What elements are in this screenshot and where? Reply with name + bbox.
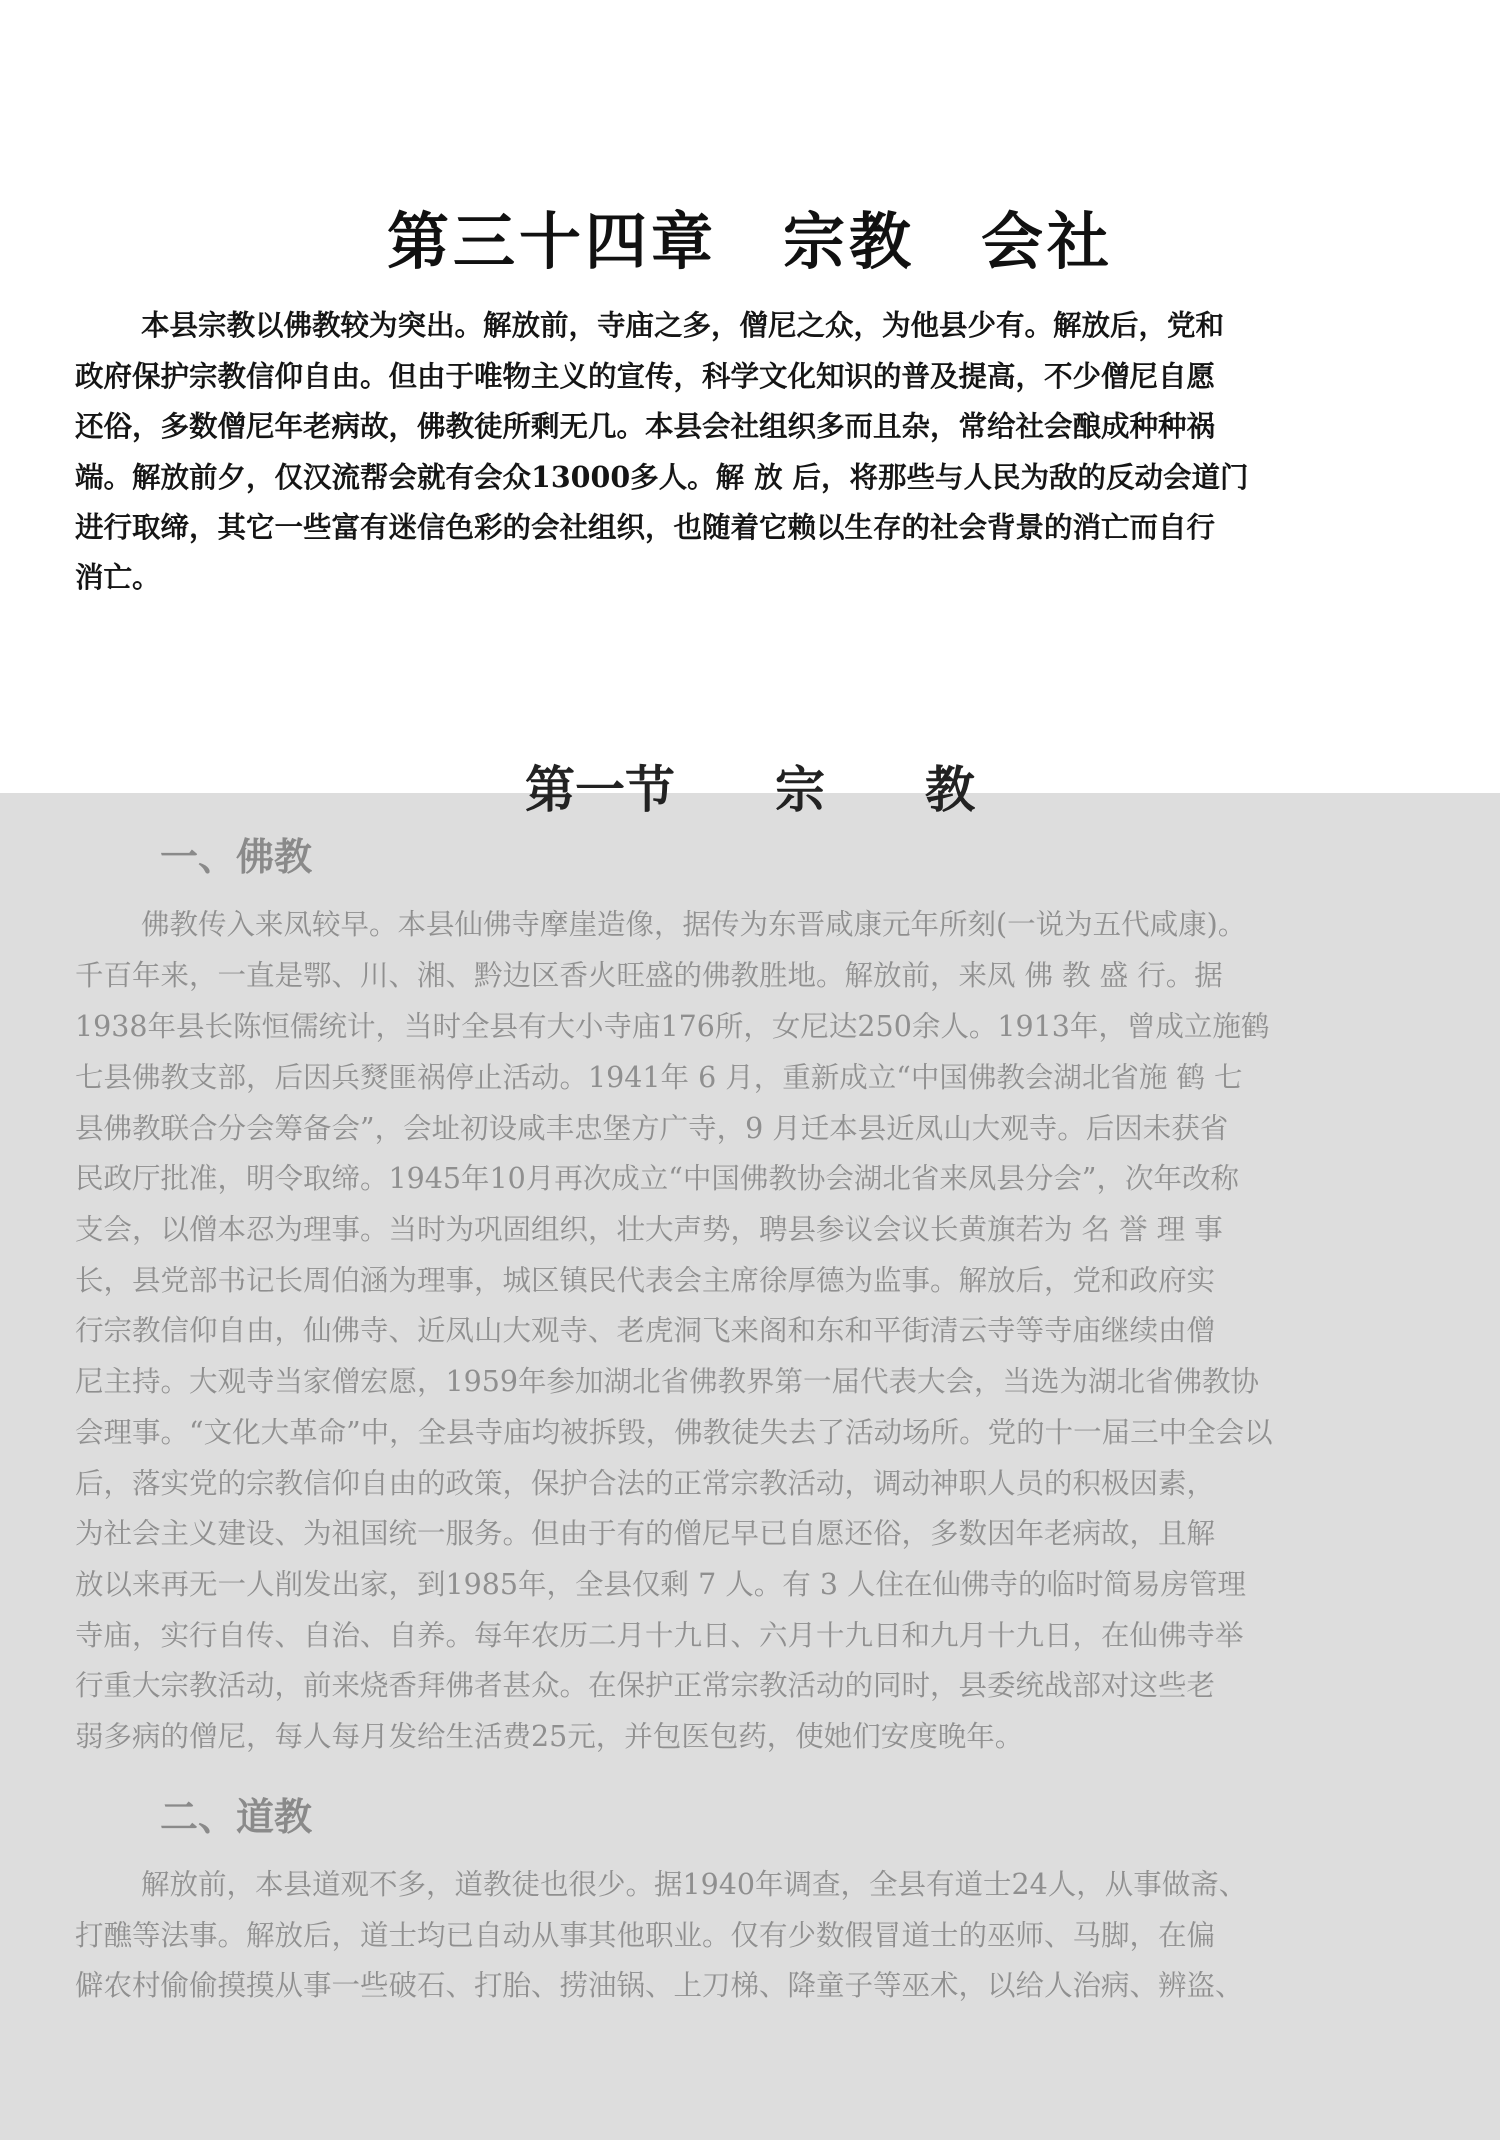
- taoism-line: 僻农村偷偷摸摸从事一些破石、打胎、捞油锅、上刀梯、降童子等巫术，以给人治病、辨盗、: [75, 1969, 1244, 2002]
- buddhism-line: 尼主持。大观寺当家僧宏愿，1959年参加湖北省佛教界第一届代表大会，当选为湖北省佛教协: [75, 1365, 1260, 1398]
- buddhism-line: 为社会主义建设、为祖国统一服务。但由于有的僧尼早已自愿还俗，多数因年老病故，且解: [75, 1517, 1216, 1550]
- page-upper: [0, 0, 1500, 793]
- buddhism-line: 放以来再无一人削发出家，到1985年，全县仅剩 7 人。有 3 人住在仙佛寺的临时简易房管理: [75, 1568, 1247, 1601]
- buddhism-heading: 一、佛教: [160, 835, 313, 879]
- buddhism-line: 行宗教信仰自由，仙佛寺、近凤山大观寺、老虎洞飞来阁和东和平街清云寺等寺庙继续由僧: [75, 1314, 1216, 1347]
- buddhism-line: 行重大宗教活动，前来烧香拜佛者甚众。在保护正常宗教活动的同时，县委统战部对这些老: [75, 1669, 1216, 1702]
- intro-line: 还俗，多数僧尼年老病故，佛教徒所剩无几。本县会社组织多而且杂，常给社会酿成种种祸: [75, 409, 1216, 443]
- buddhism-line: 1938年县长陈恒儒统计，当时全县有大小寺庙176所，女尼达250余人。1913年，曾成立施鹤: [75, 1010, 1270, 1043]
- buddhism-line: 千百年来，一直是鄂、川、湘、黔边区香火旺盛的佛教胜地。解放前，来凤 佛 教 盛 行。据: [75, 959, 1223, 992]
- buddhism-line: 支会，以僧本忍为理事。当时为巩固组织，壮大声势，聘县参议会议长黄旗若为 名 誉 理 事: [75, 1213, 1223, 1246]
- buddhism-line: 长，县党部书记长周伯涵为理事，城区镇民代表会主席徐厚德为监事。解放后，党和政府实: [75, 1264, 1216, 1297]
- intro-line: 本县宗教以佛教较为突出。解放前，寺庙之多，僧尼之众，为他县少有。解放后，党和: [141, 308, 1225, 342]
- intro-line: 政府保护宗教信仰自由。但由于唯物主义的宣传，科学文化知识的普及提高，不少僧尼自愿: [75, 359, 1216, 393]
- buddhism-line: 佛教传入来凤较早。本县仙佛寺摩崖造像，据传为东晋咸康元年所刻(一说为五代咸康)。: [141, 908, 1247, 941]
- taoism-line: 解放前，本县道观不多，道教徒也很少。据1940年调查，全县有道士24人，从事做斋、: [141, 1868, 1248, 1901]
- chapter-title: 第三十四章 宗教 会社: [386, 204, 1113, 278]
- buddhism-line: 弱多病的僧尼，每人每月发给生活费25元，并包医包药，使她们安度晚年。: [75, 1720, 1024, 1753]
- buddhism-line: 后，落实党的宗教信仰自由的政策，保护合法的正常宗教活动，调动神职人员的积极因素，: [75, 1467, 1216, 1500]
- section-title: 第一节 宗 教: [525, 759, 975, 819]
- intro-line: 进行取缔，其它一些富有迷信色彩的会社组织，也随着它赖以生存的社会背景的消亡而自行: [75, 510, 1216, 544]
- buddhism-line: 寺庙，实行自传、自治、自养。每年农历二月十九日、六月十九日和九月十九日，在仙佛寺举: [75, 1619, 1244, 1652]
- buddhism-line: 县佛教联合分会筹备会”，会址初设咸丰忠堡方广寺，9 月迁本县近凤山大观寺。后因未获省: [75, 1112, 1229, 1145]
- buddhism-line: 民政厅批准，明令取缔。1945年10月再次成立“中国佛教协会湖北省来凤县分会”，次年改称: [75, 1162, 1239, 1195]
- taoism-line: 打醮等法事。解放后，道士均已自动从事其他职业。仅有少数假冒道士的巫师、马脚，在偏: [75, 1919, 1216, 1952]
- buddhism-line: 会理事。“文化大革命”中，全县寺庙均被拆毁，佛教徒失去了活动场所。党的十一届三中全会以: [75, 1416, 1273, 1449]
- buddhism-line: 七县佛教支部，后因兵燹匪祸停止活动。1941年 6 月，重新成立“中国佛教会湖北省施 鹤 七: [75, 1061, 1243, 1094]
- intro-line: 消亡。: [75, 560, 161, 594]
- taoism-heading: 二、道教: [160, 1795, 313, 1839]
- intro-line: 端。解放前夕，仅汉流帮会就有会众13000多人。解 放 后，将那些与人民为敌的反动会道门: [75, 460, 1249, 494]
